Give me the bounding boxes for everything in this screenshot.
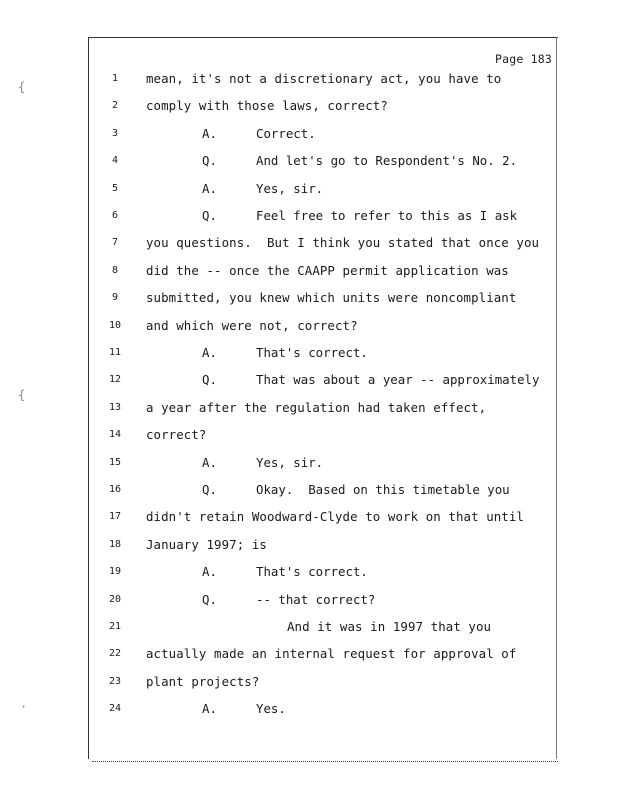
transcript-line xyxy=(0,71,618,91)
line-number: 7 xyxy=(111,237,119,249)
line-number: 12 xyxy=(108,374,122,386)
line-text: a year after the regulation had taken effect, xyxy=(146,399,487,415)
transcript-line xyxy=(0,263,618,283)
transcript-line xyxy=(0,126,618,146)
line-text: That was about a year -- approximately xyxy=(256,372,540,388)
line-number: 23 xyxy=(108,675,122,687)
line-text: And let's go to Respondent's No. 2. xyxy=(256,153,518,169)
line-number: 11 xyxy=(108,347,122,358)
line-text: -- that correct? xyxy=(256,591,376,607)
transcript-line xyxy=(0,564,618,584)
speaker-label: Q. xyxy=(202,591,217,607)
transcript-line xyxy=(0,181,618,201)
transcript-line xyxy=(0,537,618,557)
line-text: Okay. Based on this timetable you xyxy=(256,482,510,497)
line-text: Correct. xyxy=(256,125,316,141)
transcript-line xyxy=(0,509,618,529)
line-number: 5 xyxy=(111,182,119,194)
margin-mark: · xyxy=(20,700,28,714)
transcript-line xyxy=(0,208,618,228)
transcript-line xyxy=(0,674,618,694)
line-number: 1 xyxy=(111,73,119,84)
line-number: 15 xyxy=(108,456,122,468)
transcript-line xyxy=(0,372,618,392)
transcript-line xyxy=(0,235,618,255)
line-number: 20 xyxy=(108,593,122,605)
transcript-line xyxy=(0,427,618,447)
transcript-line xyxy=(0,701,618,721)
line-text: actually made an internal request for approval of xyxy=(146,646,517,662)
line-text: Yes, sir. xyxy=(256,180,324,196)
line-number: 13 xyxy=(108,401,122,413)
line-number: 24 xyxy=(108,703,122,715)
margin-mark: { xyxy=(18,388,26,402)
margin-mark: { xyxy=(18,80,26,94)
line-text: you questions. But I think you stated that once you xyxy=(146,235,540,251)
speaker-label: Q. xyxy=(202,372,217,388)
line-text: Yes. xyxy=(256,701,286,717)
top-border xyxy=(88,37,558,38)
line-number: 3 xyxy=(111,127,119,139)
speaker-label: A. xyxy=(202,701,217,717)
line-number: 14 xyxy=(108,429,122,441)
line-number: 8 xyxy=(111,264,119,276)
speaker-label: A. xyxy=(202,180,217,196)
line-text: That's correct. xyxy=(256,564,368,580)
transcript-line xyxy=(0,482,618,502)
transcript-line xyxy=(0,455,618,475)
line-number: 10 xyxy=(108,319,122,331)
line-number: 6 xyxy=(111,210,119,221)
line-number: 19 xyxy=(108,566,122,578)
transcript-line xyxy=(0,318,618,338)
line-number: 21 xyxy=(108,621,122,632)
line-text: didn't retain Woodward-Clyde to work on that until xyxy=(146,509,524,525)
bottom-border xyxy=(92,761,558,762)
transcript-line xyxy=(0,646,618,666)
line-text: That's correct. xyxy=(256,345,368,360)
speaker-label: A. xyxy=(202,125,217,141)
line-text: comply with those laws, correct? xyxy=(146,98,388,114)
line-text: mean, it's not a discretionary act, you have to xyxy=(146,71,502,86)
transcript-line xyxy=(0,619,618,639)
line-number: 9 xyxy=(111,292,119,304)
speaker-label: A. xyxy=(202,454,217,470)
line-number: 17 xyxy=(108,511,122,523)
speaker-label: Q. xyxy=(202,208,217,223)
transcript-line xyxy=(0,98,618,118)
line-text: Yes, sir. xyxy=(256,454,324,470)
transcript-line xyxy=(0,345,618,365)
line-number: 22 xyxy=(108,648,122,660)
speaker-label: Q. xyxy=(202,482,217,497)
transcript-line xyxy=(0,592,618,612)
speaker-label: A. xyxy=(202,345,217,360)
transcript-line xyxy=(0,400,618,420)
line-text: did the -- once the CAAPP permit application was xyxy=(146,262,509,278)
line-text: And it was in 1997 that you xyxy=(287,619,492,634)
line-number: 18 xyxy=(108,538,122,550)
line-number: 2 xyxy=(111,100,119,112)
speaker-label: Q. xyxy=(202,153,217,169)
line-text: and which were not, correct? xyxy=(146,317,358,333)
transcript-line xyxy=(0,153,618,173)
speaker-label: A. xyxy=(202,564,217,580)
line-text: Feel free to refer to this as I ask xyxy=(256,208,518,223)
transcript-line xyxy=(0,290,618,310)
line-text: plant projects? xyxy=(146,673,260,689)
line-number: 4 xyxy=(111,155,119,167)
line-number: 16 xyxy=(108,484,122,495)
line-text: submitted, you knew which units were noncompliant xyxy=(146,290,517,306)
line-text: correct? xyxy=(146,427,207,443)
line-text: January 1997; is xyxy=(146,536,267,552)
page-number: Page 183 xyxy=(495,52,552,66)
